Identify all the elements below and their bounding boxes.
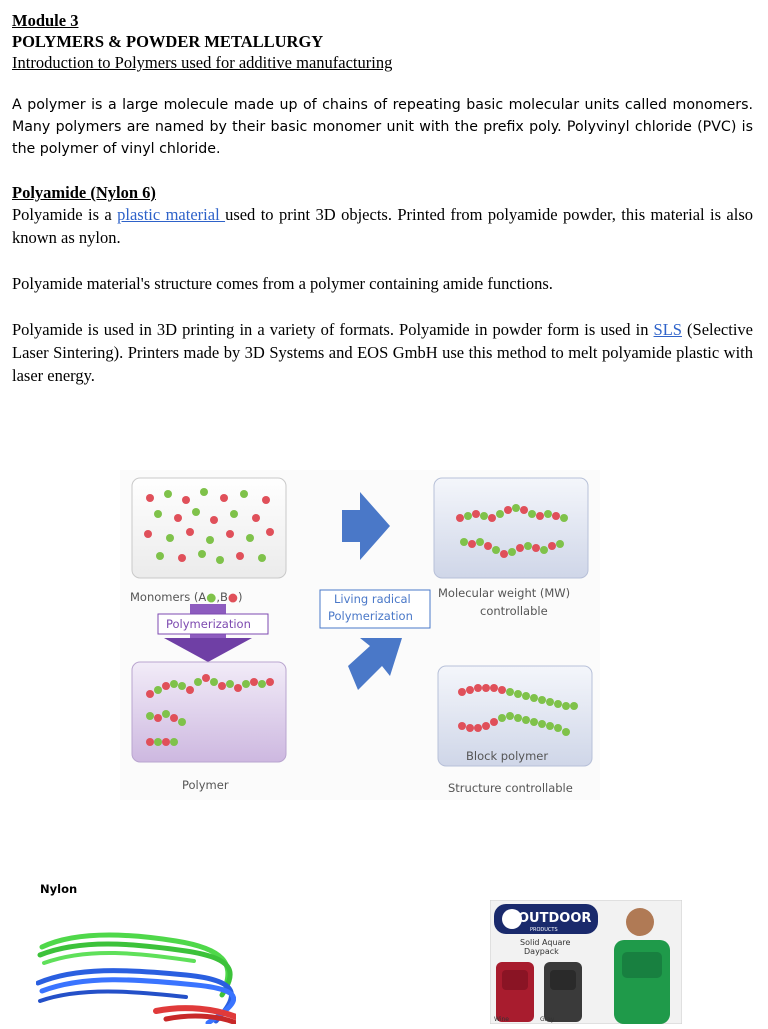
red-dot-icon: ● [227,590,238,604]
lower-blue-arrow [348,638,402,690]
polymer-label: Polymer [182,778,229,792]
module-heading: Module 3 [12,11,79,30]
polymerization-arrowhead [164,638,252,662]
block-polymer-label: Block polymer [466,749,549,763]
monomers-box [132,478,286,578]
text-span: Polyamide is a [12,205,118,224]
mw-box [434,478,588,578]
paragraph-formats [12,318,753,387]
bag-line2: Daypack [524,947,559,956]
living-radical-line2: Polymerization [328,609,413,623]
green-dot-icon: ● [206,590,217,604]
structure-label: Structure controllable [448,781,573,795]
outdoor-brand: OUTDOOR [518,911,592,926]
text-span: ,B [216,590,228,604]
color-wine: Wine [494,1016,509,1023]
outdoor-daypack-image [490,900,682,1024]
polymer-definition: A polymer is a large molecule made up of chains of repeating basic molecular units called monomers. Many polymers are named by their basic monomer unit with the prefix poly. Polyvinyl chloride (PVC) is the polymer of vinyl chloride. [12,97,753,157]
document-page [12,10,753,387]
intro-heading: Introduction to Polymers used for additive manufacturing [12,53,393,72]
polymerization-label: Polymerization [166,617,251,631]
plastic-material-link[interactable]: plastic material [117,205,226,224]
living-radical-line1: Living radical [334,592,411,606]
text-span: Polyamide is used in 3D printing in a variety of formats. Polyamide in powder form is used in [12,320,654,339]
text-span: (Selective Laser Sintering). Printers made by 3D Systems and EOS GmbH use this method to melt polyamide plastic with laser energy. [12,320,754,385]
mw-label-line1: Molecular weight (MW) [438,586,571,600]
outdoor-products: PRODUCTS [530,927,558,933]
text-span: ) [237,590,243,604]
document-title: POLYMERS & POWDER METALLURGY [12,32,324,51]
upper-blue-arrow [342,492,390,560]
text-span: used to print 3D objects. Printed from polyamide powder, this material is also known as nylon. [12,205,753,247]
sls-link[interactable]: SLS [653,320,682,339]
text-span: Monomers (A [130,590,207,604]
polymerization-diagram [120,470,600,800]
nylon-label: Nylon [40,882,78,896]
bag-line1: Solid Aquare [520,938,571,947]
monomers-label [130,590,242,604]
section-heading: Polyamide (Nylon 6) [12,183,156,202]
paragraph-structure: Polyamide material's structure comes from a polymer containing amide functions. [12,274,553,293]
paragraph-polyamide [12,203,753,249]
nylon-rope-image [36,925,236,1024]
mw-label-line2: controllable [480,604,548,618]
person-head [626,908,654,936]
color-gray: Gray [540,1016,555,1023]
